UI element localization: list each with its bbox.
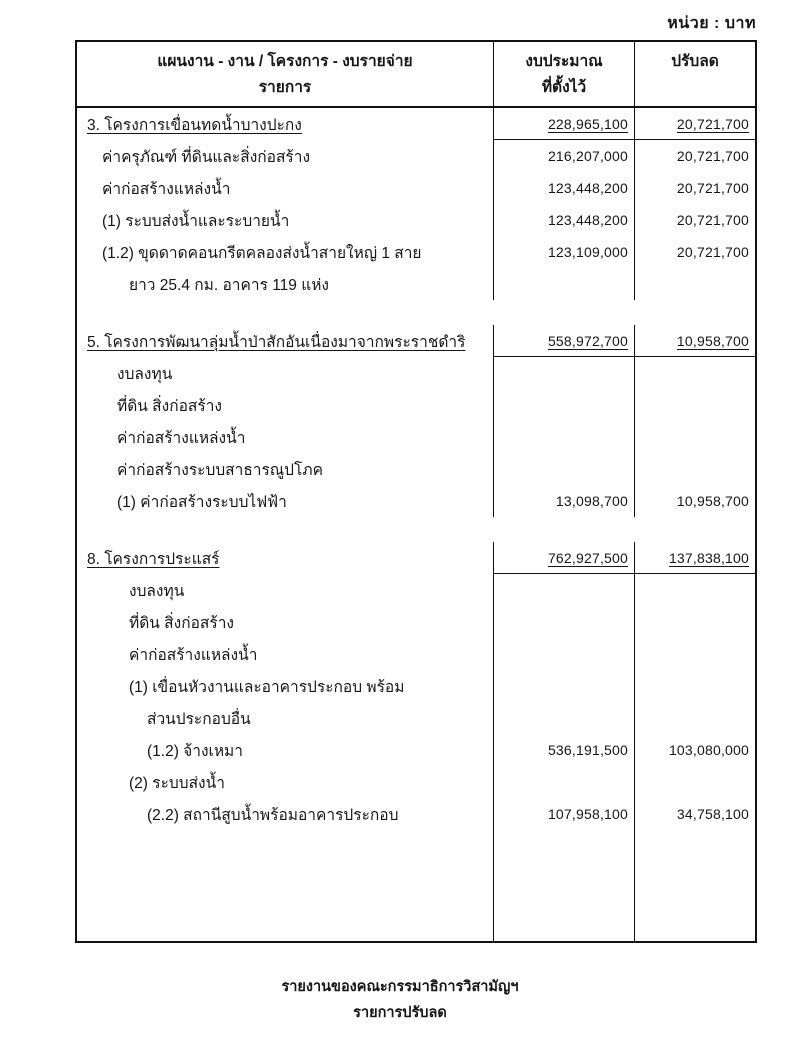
table-row (77, 204, 755, 236)
item-description-cell (77, 542, 493, 574)
budget-amount-cell (493, 798, 634, 830)
budget-amount: 107,958,100 (547, 806, 628, 822)
item-description-cell (77, 574, 493, 606)
item-description: (2.2) สถานีสูบน้ำพร้อมอาคารประกอบ (147, 806, 399, 824)
item-description-cell (77, 108, 493, 140)
cut-amount-cell (634, 421, 755, 453)
table-row (77, 638, 755, 670)
empty-cell (77, 830, 493, 941)
budget-amount: 558,972,700 (547, 332, 628, 349)
item-description-cell (77, 268, 493, 300)
item-description: งบลงทุน (129, 582, 185, 600)
item-description-cell (77, 421, 493, 453)
item-description-cell (77, 204, 493, 236)
cut-amount-cell (634, 766, 755, 798)
cut-amount-cell (634, 574, 755, 606)
budget-amount: 123,448,200 (547, 180, 628, 196)
budget-amount-cell (493, 357, 634, 389)
budget-amount-cell (493, 574, 634, 606)
budget-amount-cell (493, 670, 634, 702)
budget-amount: 536,191,500 (547, 742, 628, 758)
cut-amount-cell (634, 606, 755, 638)
cut-amount-cell (634, 389, 755, 421)
document-footer (0, 974, 800, 1026)
cut-amount: 20,721,700 (676, 148, 749, 164)
budget-amount-cell (493, 268, 634, 300)
item-description-cell (77, 453, 493, 485)
item-description: ยาว 25.4 กม. อาคาร 119 แห่ง (129, 276, 329, 294)
budget-amount-cell (493, 389, 634, 421)
budget-amount-cell (493, 421, 634, 453)
header-cut-label: ปรับลด (671, 53, 719, 70)
table-row (77, 766, 755, 798)
item-description-cell (77, 702, 493, 734)
cut-amount-cell (634, 542, 755, 574)
item-description-cell (77, 236, 493, 268)
header-budget-line1: งบประมาณ (525, 53, 603, 70)
cut-amount: 34,758,100 (676, 806, 749, 822)
header-plan-column (77, 42, 493, 106)
footer-report-subtitle: รายการปรับลด (353, 1005, 447, 1021)
cut-amount-cell (634, 140, 755, 172)
budget-amount-cell (493, 766, 634, 798)
budget-amount-cell (493, 236, 634, 268)
budget-table (75, 40, 757, 943)
budget-amount: 123,448,200 (547, 212, 628, 228)
budget-amount: 228,965,100 (547, 115, 628, 132)
cut-amount-cell (634, 453, 755, 485)
footer-report-title: รายงานของคณะกรรมาธิการวิสามัญฯ (281, 979, 519, 995)
item-description: (1) เขื่อนหัวงานและอาคารประกอบ พร้อม (129, 678, 405, 696)
table-row (77, 798, 755, 830)
table-row (77, 236, 755, 268)
item-description-cell (77, 357, 493, 389)
item-description: 5. โครงการพัฒนาลุ่มน้ำป่าสักอันเนื่องมาจากพระราชดำริ (87, 333, 466, 351)
item-description: 8. โครงการประแสร์ (87, 550, 220, 568)
item-description-cell (77, 325, 493, 357)
section-row (77, 325, 755, 357)
item-description: (1) ระบบส่งน้ำและระบายน้ำ (102, 212, 290, 230)
budget-amount-cell (493, 542, 634, 574)
spacer-row (77, 300, 755, 325)
cut-amount-cell (634, 798, 755, 830)
table-header-row (77, 42, 755, 108)
item-description-cell (77, 638, 493, 670)
unit-label: หน่วย : บาท (667, 15, 756, 32)
item-description: (2) ระบบส่งน้ำ (129, 774, 225, 792)
section-row (77, 108, 755, 140)
budget-amount-cell (493, 606, 634, 638)
table-row (77, 357, 755, 389)
cut-amount-cell (634, 268, 755, 300)
item-description-cell (77, 606, 493, 638)
cut-amount-cell (634, 670, 755, 702)
table-row (77, 574, 755, 606)
item-description: งบลงทุน (117, 365, 173, 383)
table-row (77, 389, 755, 421)
budget-amount-cell (493, 638, 634, 670)
budget-amount-cell (493, 140, 634, 172)
budget-amount-cell (493, 108, 634, 140)
table-row (77, 485, 755, 517)
cut-amount-cell (634, 702, 755, 734)
cut-amount-cell (634, 638, 755, 670)
table-row (77, 606, 755, 638)
item-description: ค่าก่อสร้างแหล่งน้ำ (102, 180, 231, 198)
item-description: 3. โครงการเขื่อนทดน้ำบางปะกง (87, 116, 302, 134)
cut-amount: 10,958,700 (676, 332, 749, 349)
cut-amount-cell (634, 325, 755, 357)
item-description: (1) ค่าก่อสร้างระบบไฟฟ้า (117, 493, 287, 511)
cut-amount-cell (634, 485, 755, 517)
table-row (77, 421, 755, 453)
cut-amount-cell (634, 236, 755, 268)
item-description: ค่าก่อสร้างแหล่งน้ำ (129, 646, 258, 664)
cut-amount: 20,721,700 (676, 115, 749, 132)
cut-amount: 20,721,700 (676, 180, 749, 196)
item-description: ค่าก่อสร้างแหล่งน้ำ (117, 429, 246, 447)
table-row (77, 702, 755, 734)
header-plan-line1: แผนงาน - งาน / โครงการ - งบรายจ่าย (157, 53, 413, 70)
table-row (77, 734, 755, 766)
cut-amount-cell (634, 357, 755, 389)
header-cut-column (634, 42, 755, 106)
item-description-cell (77, 389, 493, 421)
empty-cell (634, 830, 755, 941)
budget-amount-cell (493, 734, 634, 766)
cut-amount: 10,958,700 (676, 493, 749, 509)
empty-cell (493, 830, 634, 941)
cut-amount: 137,838,100 (668, 549, 749, 566)
item-description-cell (77, 670, 493, 702)
item-description-cell (77, 485, 493, 517)
cut-amount-cell (634, 172, 755, 204)
budget-amount-cell (493, 204, 634, 236)
cut-amount: 20,721,700 (676, 212, 749, 228)
item-description: (1.2) ขุดดาดคอนกรีตคลองส่งน้ำสายใหญ่ 1 สาย (102, 244, 422, 262)
cut-amount-cell (634, 108, 755, 140)
table-body (77, 108, 755, 941)
cut-amount: 103,080,000 (668, 742, 749, 758)
item-description-cell (77, 734, 493, 766)
table-row (77, 140, 755, 172)
item-description-cell (77, 172, 493, 204)
spacer-row (77, 517, 755, 542)
header-plan-line2: รายการ (258, 79, 312, 96)
cut-amount-cell (634, 204, 755, 236)
table-row (77, 453, 755, 485)
budget-amount-cell (493, 172, 634, 204)
budget-amount-cell (493, 702, 634, 734)
item-description-cell (77, 140, 493, 172)
cut-amount: 20,721,700 (676, 244, 749, 260)
filler-row (77, 830, 755, 941)
budget-amount: 216,207,000 (547, 148, 628, 164)
table-row (77, 670, 755, 702)
item-description-cell (77, 766, 493, 798)
section-row (77, 542, 755, 574)
item-description: (1.2) จ้างเหมา (147, 742, 243, 760)
table-row (77, 268, 755, 300)
item-description: ที่ดิน สิ่งก่อสร้าง (129, 614, 234, 632)
item-description-cell (77, 798, 493, 830)
item-description: ค่าก่อสร้างระบบสาธารณูปโภค (117, 461, 323, 479)
item-description: ที่ดิน สิ่งก่อสร้าง (117, 397, 222, 415)
header-budget-line2: ที่ตั้งไว้ (541, 79, 587, 96)
budget-amount: 762,927,500 (547, 549, 628, 566)
table-row (77, 172, 755, 204)
item-description: ส่วนประกอบอื่น (147, 710, 251, 728)
cut-amount-cell (634, 734, 755, 766)
budget-amount: 13,098,700 (555, 493, 628, 509)
budget-amount-cell (493, 325, 634, 357)
header-budget-column (493, 42, 634, 106)
item-description: ค่าครุภัณฑ์ ที่ดินและสิ่งก่อสร้าง (102, 148, 311, 166)
budget-amount: 123,109,000 (547, 244, 628, 260)
budget-amount-cell (493, 485, 634, 517)
budget-amount-cell (493, 453, 634, 485)
